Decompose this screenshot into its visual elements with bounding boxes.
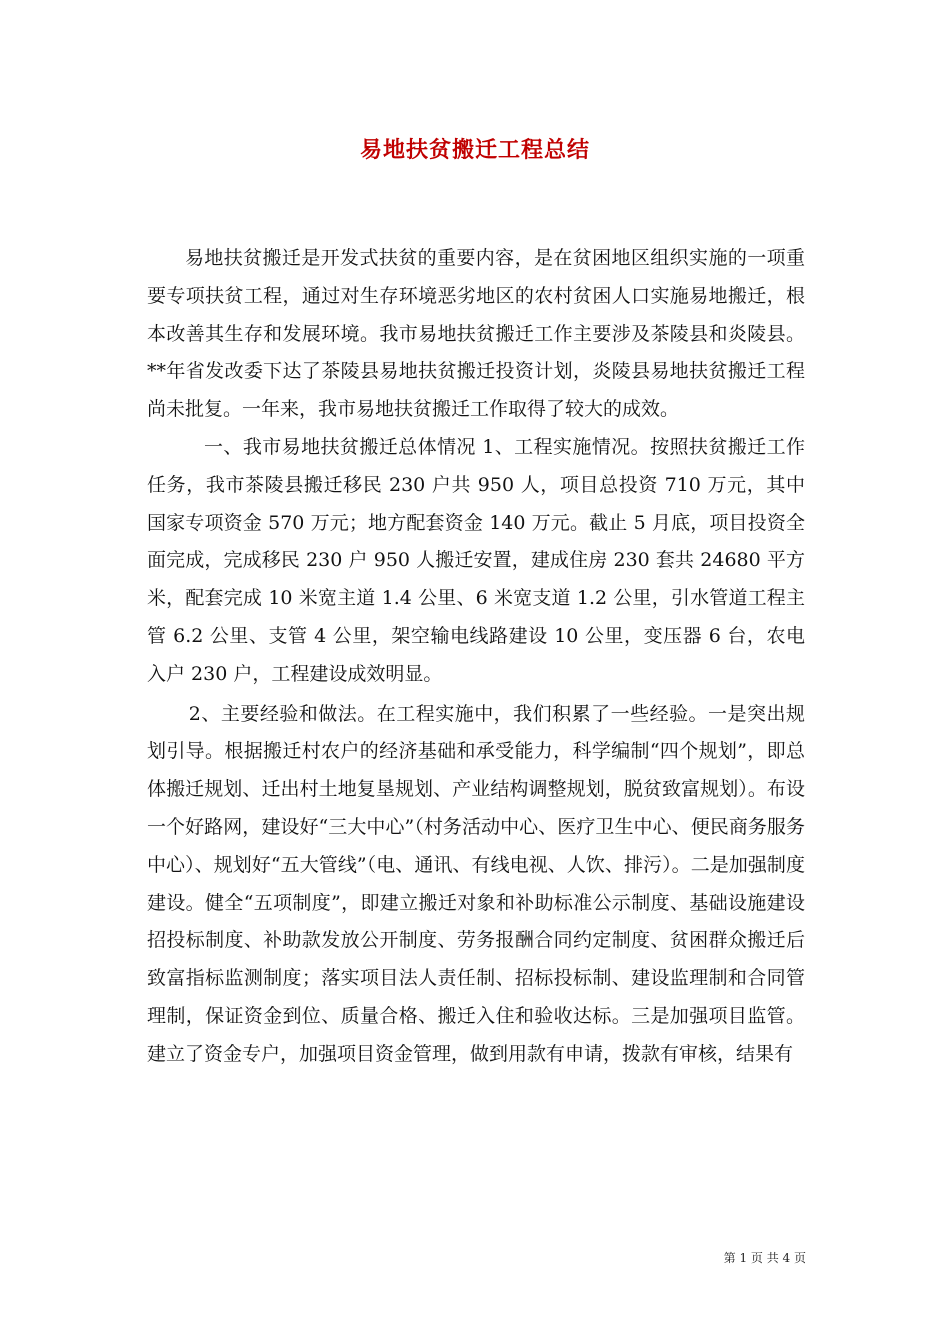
page-number-footer: 第 1 页 共 4 页 bbox=[723, 1251, 806, 1265]
paragraph-intro: 易地扶贫搬迁是开发式扶贫的重要内容，是在贫困地区组织实施的一项重要专项扶贫工程，通过对生存环境恶劣地区的农村贫困人口实施易地搬迁，根本改善其生存和发展环境。我市易地扶贫搬迁工作主要涉及茶陵县和炎陵县。**年省发改委下达了茶陵县易地扶贫搬迁投资计划，炎陵县易地扶贫搬迁工程尚未批复。一年来，我市易地扶贫搬迁工作取得了较大的成效。 bbox=[147, 247, 805, 421]
paragraph-experience: 2、主要经验和做法。在工程实施中，我们积累了一些经验。一是突出规划引导。根据搬迁村农户的经济基础和承受能力，科学编制“四个规划”，即总体搬迁规划、迁出村土地复垦规划、产业结构调整规划，脱贫致富规划）。布设一个好路网，建设好“三大中心”（村务活动中心、医疗卫生中心、便民商务服务中心）、规划好“五大管线”（电、通讯、有线电视、人饮、排污）。二是加强制度建设。健全“五项制度”，即建立搬迁对象和补助标准公示制度、基础设施建设招投标制度、补助款发放公开制度、劳务报酬合同约定制度、贫困群众搬迁后致富指标监测制度；落实项目法人责任制、招标投标制、建设监理制和合同管理制，保证资金到位、质量合格、搬迁入住和验收达标。三是加强项目监管。建立了资金专户，加强项目资金管理，做到用款有申请，拨款有审核，结果有 bbox=[147, 702, 805, 1065]
paragraph-overview: 一、我市易地扶贫搬迁总体情况 1、工程实施情况。按照扶贫搬迁工作任务，我市茶陵县搬迁移民 230 户共 950 人，项目总投资 710 万元，其中国家专项资金 570 万元；地方配套资金 140 万元。截止 5 月底，项目投资全面完成，完成移民 230 户 950 人搬迁安置，建成住房 230 套共 24680 平方米，配套完成 10 米宽主道 1.4 公里、6 米宽支道 1.2 公里，引水管道工程主管 6.2 公里、支管 4 公里，架空输电线路建设 10 公里，变压器 6 台，农电入户 230 户，工程建设成效明显。 bbox=[147, 435, 805, 685]
document-title: 易地扶贫搬迁工程总结 bbox=[359, 137, 590, 163]
document-body bbox=[147, 240, 805, 1074]
